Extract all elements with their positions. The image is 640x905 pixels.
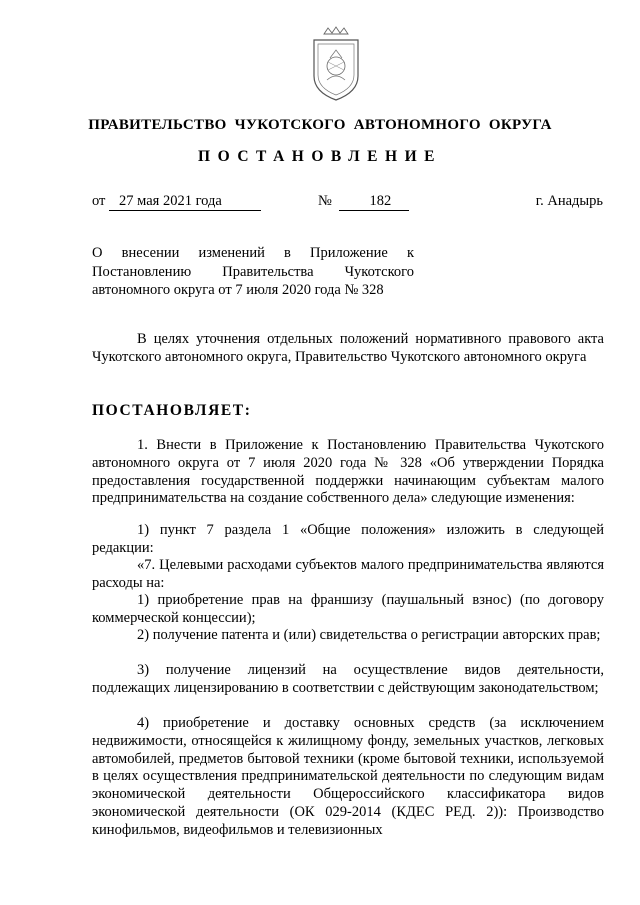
body-paragraph: 4) приобретение и доставку основных средств (за исключением недвижимости, относящейся к жилищному фонду, земельных участков, легковых автомобилей, предметов бытовой техники (кроме бытовой техники, используемой в целях осуществления предпринимательской деятельности по следующим видам экономической деятельности Общероссийского классификатора видов экономической деятельности (ОК 029-2014 (КДЕС РЕД. 2)): Производство кинофильмов, видеофильмов и телевизионных bbox=[92, 715, 604, 838]
date-value: 27 мая 2021 года bbox=[109, 193, 261, 211]
chukotka-coat-of-arms-icon bbox=[306, 26, 366, 102]
resolves-heading: ПОСТАНОВЛЯЕТ: bbox=[92, 402, 252, 419]
body-paragraph: «7. Целевыми расходами субъектов малого предпринимательства являются расходы на: bbox=[92, 557, 604, 591]
subject-line: автономного округа от 7 июля 2020 года № 328 bbox=[92, 282, 384, 298]
number-prefix: № bbox=[318, 193, 332, 209]
body-paragraph: 2) получение патента и (или) свидетельства о регистрации авторских прав; bbox=[137, 627, 601, 643]
document-type-title: ПОСТАНОВЛЕНИЕ bbox=[198, 148, 442, 165]
place: г. Анадырь bbox=[535, 193, 603, 209]
date-prefix: от bbox=[92, 193, 106, 209]
government-name: ПРАВИТЕЛЬСТВО ЧУКОТСКОГО АВТОНОМНОГО ОКРУГА bbox=[88, 117, 552, 133]
subject-line: О внесении изменений в Приложение к bbox=[92, 245, 414, 261]
date-block bbox=[92, 193, 261, 211]
body-paragraph: 1. Внести в Приложение к Постановлению Правительства Чукотского автономного округа от 7 июля 2020 года № 328 «Об утверждении Порядка предоставления государственной поддержки начинающим субъектам малого предпринимательства на создание собственного дела» следующие изменения: bbox=[92, 437, 604, 507]
document-subject bbox=[92, 244, 414, 300]
number-block bbox=[318, 193, 409, 211]
number-value: 182 bbox=[339, 193, 409, 211]
body-paragraph: 1) пункт 7 раздела 1 «Общие положения» изложить в следующей редакции: bbox=[92, 522, 604, 556]
body-paragraph: 3) получение лицензий на осуществление видов деятельности, подлежащих лицензированию в соответствии с действующим законодательством; bbox=[92, 662, 604, 696]
preamble-paragraph: В целях уточнения отдельных положений нормативного правового акта Чукотского автономного округа, Правительство Чукотского автономного округа bbox=[92, 331, 604, 365]
subject-line: Постановлению Правительства Чукотского bbox=[92, 263, 414, 280]
body-paragraph: 1) приобретение прав на франшизу (паушальный взнос) (по договору коммерческой концессии); bbox=[92, 592, 604, 626]
